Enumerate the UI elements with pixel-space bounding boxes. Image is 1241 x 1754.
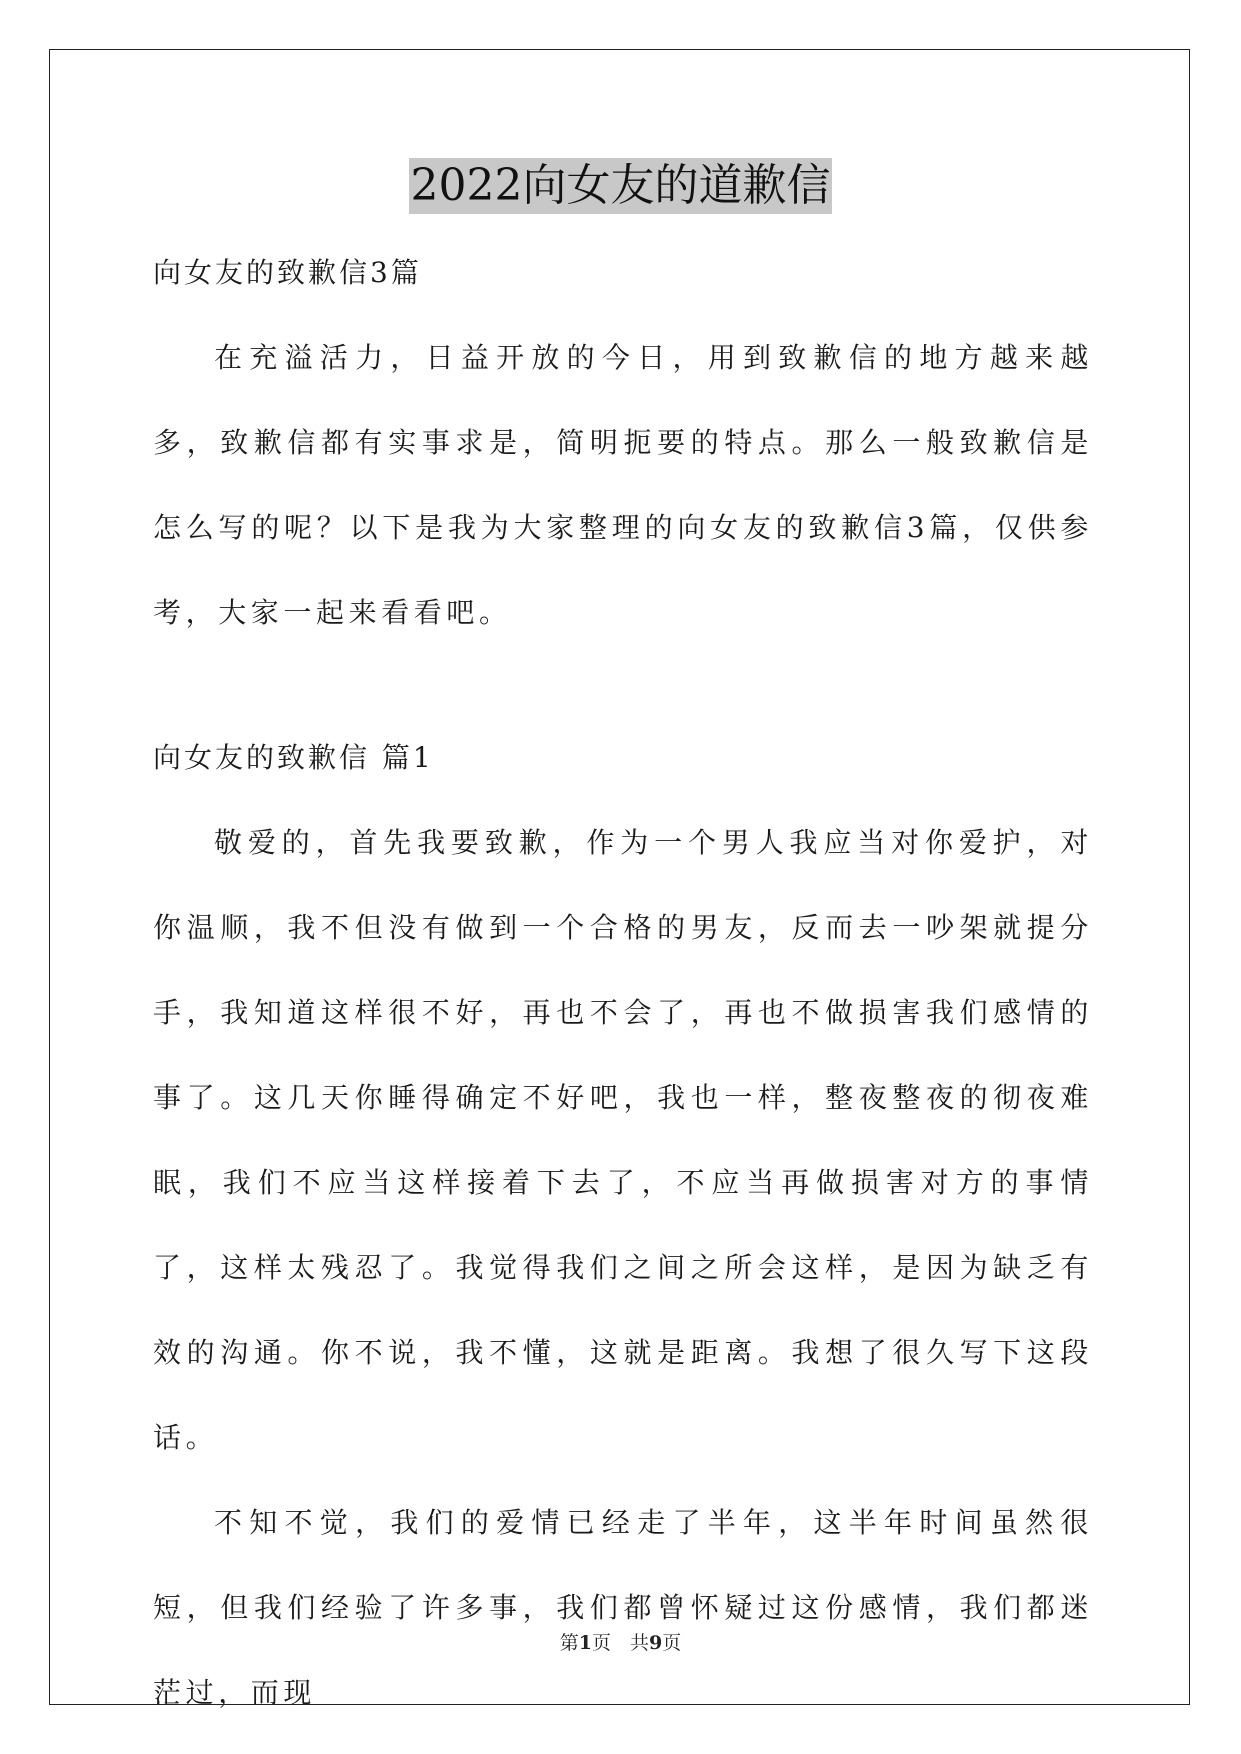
- footer-suffix: 页: [662, 1632, 682, 1654]
- intro-paragraph: 在充溢活力，日益开放的今日，用到致歉信的地方越来越多，致歉信都有实事求是，简明扼要的特点。那么一般致歉信是怎么写的呢？以下是我为大家整理的向女友的致歉信3篇，仅供参考，大家一起来看看吧。: [153, 341, 1093, 629]
- document-body: [153, 230, 1093, 1735]
- section-gap: [153, 655, 1093, 715]
- body-paragraph-1: 敬爱的，首先我要致歉，作为一个男人我应当对你爱护，对你温顺，我不但没有做到一个合格的男友，反而去一吵架就提分手，我知道这样很不好，再也不会了，再也不做损害我们感情的事了。这几天你睡得确定不好吧，我也一样，整夜整夜的彻夜难眠，我们不应当这样接着下去了，不应当再做损害对方的事情了，这样太残忍了。我觉得我们之间之所会这样，是因为缺乏有效的沟通。你不说，我不懂，这就是距离。我想了很久写下这段话。: [153, 826, 1093, 1454]
- page-footer: [0, 1628, 1241, 1655]
- document-title: 2022向女友的道歉信: [409, 158, 833, 214]
- footer-middle: 页 共: [591, 1632, 649, 1654]
- footer-total-pages: 9: [649, 1632, 663, 1654]
- footer-prefix: 第: [559, 1632, 579, 1654]
- footer-current-page: 1: [578, 1632, 592, 1654]
- title-container: [0, 158, 1241, 214]
- section-heading: 向女友的致歉信 篇1: [153, 741, 434, 774]
- body-paragraph-2: 不知不觉，我们的爱情已经走了半年，这半年时间虽然很短，但我们经验了许多事，我们都曾怀疑过这份感情，我们都迷茫过，而现: [153, 1506, 1093, 1709]
- subtitle: 向女友的致歉信3篇: [153, 256, 422, 289]
